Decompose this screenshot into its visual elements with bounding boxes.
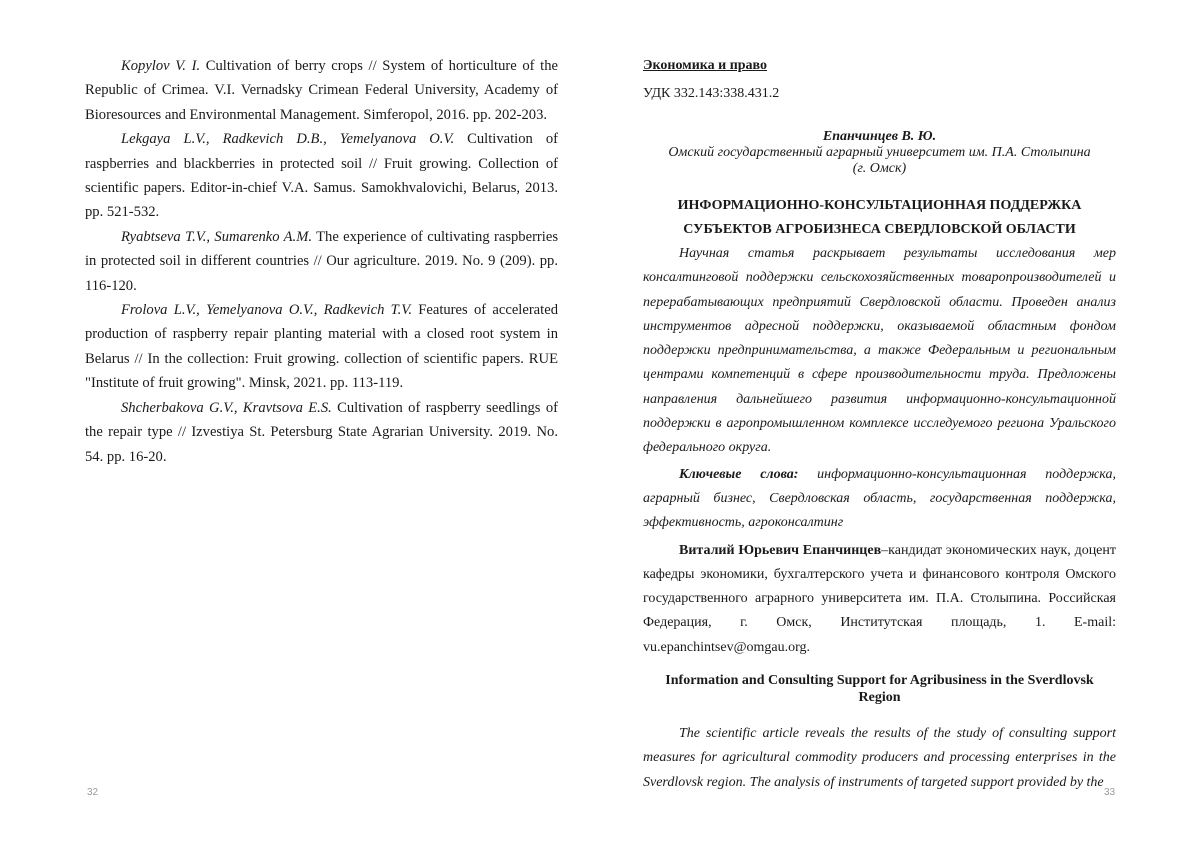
article-title-ru: ИНФОРМАЦИОННО-КОНСУЛЬТАЦИОННАЯ ПОДДЕРЖКА СУБЪЕКТОВ АГРОБИЗНЕСА СВЕРДЛОВСКОЙ ОБЛАСТИ	[643, 194, 1116, 242]
author-city: (г. Омск)	[643, 161, 1116, 177]
abstract-en: The scientific article reveals the results of the study of consulting support measures for agricultural commodity producers and processing enterprises in the Sverdlovsk region. The analysis of instruments of targeted support provided by the	[643, 722, 1116, 795]
reference-item	[85, 396, 558, 469]
author-name: Епанчинцев В. Ю.	[643, 129, 1116, 145]
page-number-right: 33	[1104, 787, 1115, 798]
right-page	[600, 0, 1200, 849]
author-affiliation: Омский государственный аграрный университет им. П.А. Столыпина	[643, 145, 1116, 161]
book-spread	[0, 0, 1200, 849]
section-heading: Экономика и право	[643, 54, 1116, 78]
author-bio	[643, 539, 1116, 660]
reference-item	[85, 127, 558, 225]
left-page	[0, 0, 600, 849]
udc-code: УДК 332.143:338.431.2	[643, 82, 1116, 106]
abstract-ru: Научная статья раскрывает результаты исследования мер консалтинговой поддержки сельскохозяйственных товаропроизводителей и перерабатывающих предприятий Свердловской области. Проведен анализ инструментов адресной поддержки, оказываемой областным фондом поддержки предпринимательства, а также Федеральным и региональным центрами компетенций в сфере производительности труда. Предложены направления дальнейшего развития информационно-консультационной поддержки в агропромышленном комплексе исследуемого региона Уральского федерального округа.	[643, 242, 1116, 461]
reference-item	[85, 54, 558, 127]
reference-text: Cultivation of raspberry seedlings of the repair type // Izvestiya St. Petersburg State Agrarian University. 2019. No. 54. pp. 16-20.	[85, 400, 558, 465]
page-number-left: 32	[87, 787, 98, 798]
reference-text: The experience of cultivating raspberries in protected soil in different countries // Our agriculture. 2019. No. 9 (209). pp. 116-120.	[85, 229, 558, 294]
reference-authors: Ryabtseva T.V., Sumarenko A.M.	[121, 229, 312, 245]
bio-name: Виталий Юрьевич Епанчинцев	[679, 543, 881, 558]
reference-item	[85, 298, 558, 396]
reference-authors: Lekgaya L.V., Radkevich D.B., Yemelyanova O.V.	[121, 131, 454, 147]
reference-authors: Frolova L.V., Yemelyanova O.V., Radkevich T.V.	[121, 302, 412, 318]
reference-text: Features of accelerated production of raspberry repair planting material with a closed root system in Belarus // In the collection: Fruit growing. collection of scientific papers. RUE "Institute of fruit growing". Minsk, 2021. pp. 113-119.	[85, 302, 558, 391]
bio-text: –кандидат экономических наук, доцент кафедры экономики, бухгалтерского учета и финансового контроля Омского государственного аграрного университета им. П.А. Столыпина. Российская Федерация, г. Омск, Институтская площадь, 1. E-mail: vu.epanchintsev@omgau.org.	[643, 543, 1116, 655]
reference-text: Cultivation of berry crops // System of horticulture of the Republic of Crimea. V.I. Vernadsky Crimean Federal University, Academy of Bioresources and Environmental Management. Simferopol, 2016. pp. 202-203.	[85, 58, 558, 123]
keywords-text: информационно-консультационная поддержка, аграрный бизнес, Свердловская область, государственная поддержка, эффективность, агроконсалтинг	[643, 467, 1116, 531]
article-column	[643, 54, 1116, 795]
article-title-en: Information and Consulting Support for Agribusiness in the Sverdlovsk Region	[643, 673, 1116, 706]
reference-item	[85, 225, 558, 298]
keywords-label: Ключевые слова:	[679, 467, 798, 482]
reference-authors: Shcherbakova G.V., Kravtsova E.S.	[121, 400, 332, 416]
reference-list	[85, 54, 558, 469]
reference-text: Cultivation of raspberries and blackberries in protected soil // Fruit growing. Collection of scientific papers. Editor-in-chief V.A. Samus. Samokhvalovichi, Belarus, 2013. pp. 521-532.	[85, 131, 558, 220]
reference-authors: Kopylov V. I.	[121, 58, 200, 74]
keywords	[643, 463, 1116, 536]
